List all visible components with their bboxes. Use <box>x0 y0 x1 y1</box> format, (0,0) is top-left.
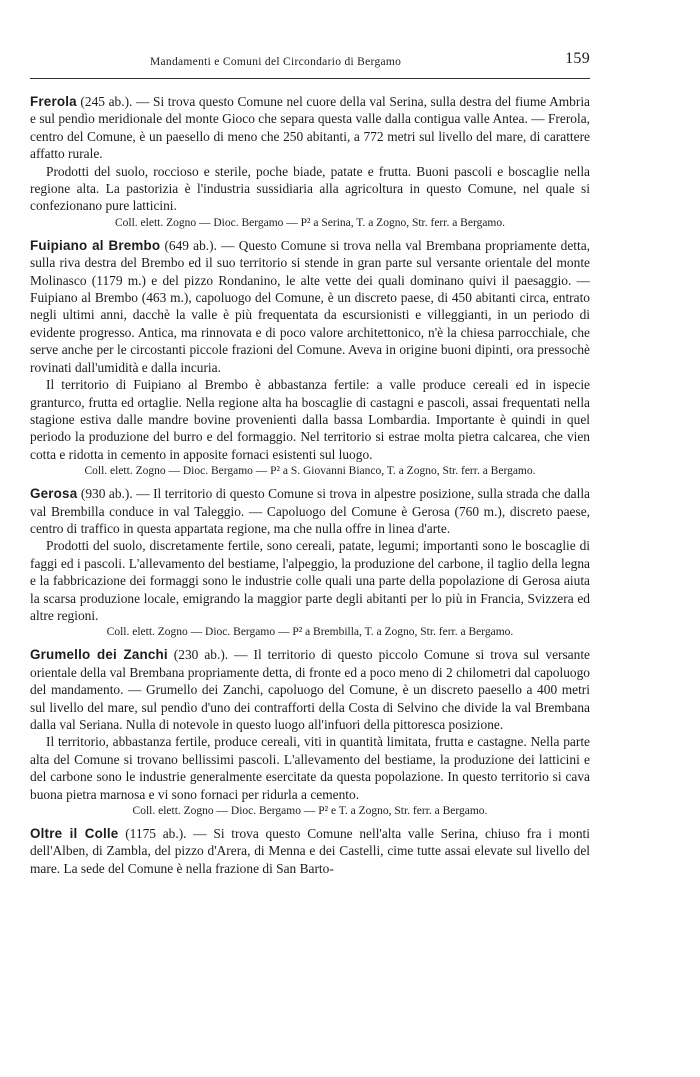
entry-paragraph: Prodotti del suolo, discretamente fertile, sono cereali, patate, legumi; importanti sono le boscaglie di faggi ed i pascoli. L'allevamento del bestiame, l'alpeggio, la produzione del carbone, il taglio della legna e la fabbricazione dei formaggi sono le industrie colle quali una parte della popolazione di Gerosa aiuta la scarsa produzione locale, emigrando la maggior parte degli abitanti per lo più in Francia, Svizzera ed altre regioni. <box>30 538 590 623</box>
entry-footnote: Coll. elett. Zogno — Dioc. Bergamo — P² e T. a Zogno, Str. ferr. a Bergamo. <box>132 805 488 818</box>
page-header <box>30 52 590 79</box>
entry-text: — Si trova questo Comune nell'alta valle Serina, chiuso fra i monti dell'Alben, di Zambla, del pizzo d'Arera, di Menna e dei Castelli, cime tutte assai elevate sul livello del mare. La sede del Comune è nella frazione di San Barto- <box>30 826 590 876</box>
entry-oltre-il-colle <box>30 825 590 877</box>
entry-text: — Il territorio di questo Comune si trova in alpestre posizione, sulla strada che dalla val Brembilla conduce in val Taleggio. — Capoluogo del Comune è Gerosa (760 m.), discreto paese, centro di traffico in questa appartata regione, ma che nulla offre in linea d'arte. <box>30 486 590 536</box>
entry-name: Frerola <box>30 94 77 109</box>
entry-paragraph: Il territorio di Fuipiano al Brembo è abbastanza fertile: a valle produce cereali ed in ispecie granturco, frutta ed ortaglie. Nella regione alta ha boscaglie di castagni e pascoli, assai frequentati nella stagione estiva dalle mandre bovine provenienti dalla bassa Lombardia. Importante è quindi in quel periodo la produzione del burro e del formaggio. Nel territorio si estrae molta pietra calcarea, che vien cotta e ridotta in cemento in apposite fornaci esistenti sul luogo. <box>30 377 590 462</box>
page-number: 159 <box>565 50 590 67</box>
entry-name: Oltre il Colle <box>30 826 119 842</box>
entry-name: Gerosa <box>30 486 78 502</box>
entry-paragraph <box>30 93 590 163</box>
entry-text: — Il territorio di questo piccolo Comune si trova sul versante orientale della val Brembana propriamente detta, di fronte ed a poco meno di 2 chilometri dal capoluogo del mandamento. — Grumello dei Zanchi, capoluogo del Comune, è un discreto paesello a 400 metri sul livello del mare, sul pendìo d'uno dei contrafforti della Costa di Selvino che divide la val Brembana dalla val Seriana. Nulla di notevole in questo luogo all'infuori della pittoresca posizione. <box>30 647 590 732</box>
entry-footnote: Coll. elett. Zogno — Dioc. Bergamo — P² a Serina, T. a Zogno, Str. ferr. a Bergamo. <box>114 216 506 229</box>
document-page <box>30 52 590 882</box>
entry-name: Fuipiano al Brembo <box>30 237 161 253</box>
entry-paragraph: Il territorio, abbastanza fertile, produce cereali, viti in quantità limitata, frutta e castagne. Nella parte alta del Comune si trovano bellissimi pascoli. L'allevamento del bestiame, la produzione dei latticini e del carbone sono le industrie generalmente esercitate da questa popolazione. In questo territorio si cava buona pietra marnosa e vi sono fornaci per ridurla a cemento. <box>30 734 590 802</box>
entry-fuipiano-al-brembo <box>30 237 590 480</box>
entry-text: — Questo Comune si trova nella val Brembana propriamente detta, sulla riva destra del Brembo ed il suo territorio si stende in gran parte sul versante orientale del monte Molinasco (1179 m.) e del pizzo Rondanino, le alte vette dei quali dominano quivi il paesaggio. — Fuipiano al Brembo (463 m.), capoluogo del Comune, è un discreto paese, di 450 abitanti circa, entrato negli ultimi anni, dacchè la valle è più frequentata da escursionisti e villeggianti, in un periodo di evidente progresso. Antica, ma rinnovata e di poco valore architettonico, n'è la chiesa parrocchiale, che serve anche per le circostanti piccole frazioni del Comune. Aveva in origine buoni dipinti, ora pressochè rovinati dall'umidità e dalla incuria. <box>30 237 591 375</box>
entry-footnote: Coll. elett. Zogno — Dioc. Bergamo — P² a Brembilla, T. a Zogno, Str. ferr. a Bergamo. <box>106 626 514 639</box>
entry-altitude: (245 ab.). <box>80 94 133 109</box>
entry-altitude: (649 ab.). <box>164 237 217 253</box>
entry-altitude: (1175 ab.). <box>125 826 187 842</box>
running-title: Mandamenti e Comuni del Circondario di Bergamo <box>150 56 402 68</box>
entry-footnote: Coll. elett. Zogno — Dioc. Bergamo — P² a S. Giovanni Bianco, T. a Zogno, Str. ferr. a Bergamo. <box>84 465 536 478</box>
entry-paragraph <box>30 485 590 537</box>
entry-altitude: (230 ab.). <box>173 647 229 663</box>
entry-frerola <box>30 93 590 232</box>
entry-altitude: (930 ab.). <box>80 486 133 502</box>
entry-gerosa <box>30 485 590 641</box>
entry-name: Grumello dei Zanchi <box>30 647 168 663</box>
page-content <box>30 93 590 877</box>
entry-paragraph: Prodotti del suolo, roccioso e sterile, poche biade, patate e frutta. Buoni pascoli e boscaglie nella regione alta. La pastorizia è l'industria sussidiaria alla agricoltura in questo Comune, nel quale si confezionano pure latticini. <box>30 163 590 214</box>
entry-text: — Si trova questo Comune nel cuore della val Serina, sulla destra del fiume Ambria e sul pendìo meridionale del monte Gioco che separa questa valle dalla contigua valle Antea. — Frerola, centro del Comune, è un paesello di meno che 250 abitanti, a 772 metri sul livello del mare, di carattere affatto rurale. <box>30 94 590 162</box>
entry-paragraph <box>30 646 590 733</box>
entry-paragraph <box>30 825 590 877</box>
entry-paragraph <box>30 237 590 376</box>
entry-grumello-dei-zanchi <box>30 646 590 820</box>
